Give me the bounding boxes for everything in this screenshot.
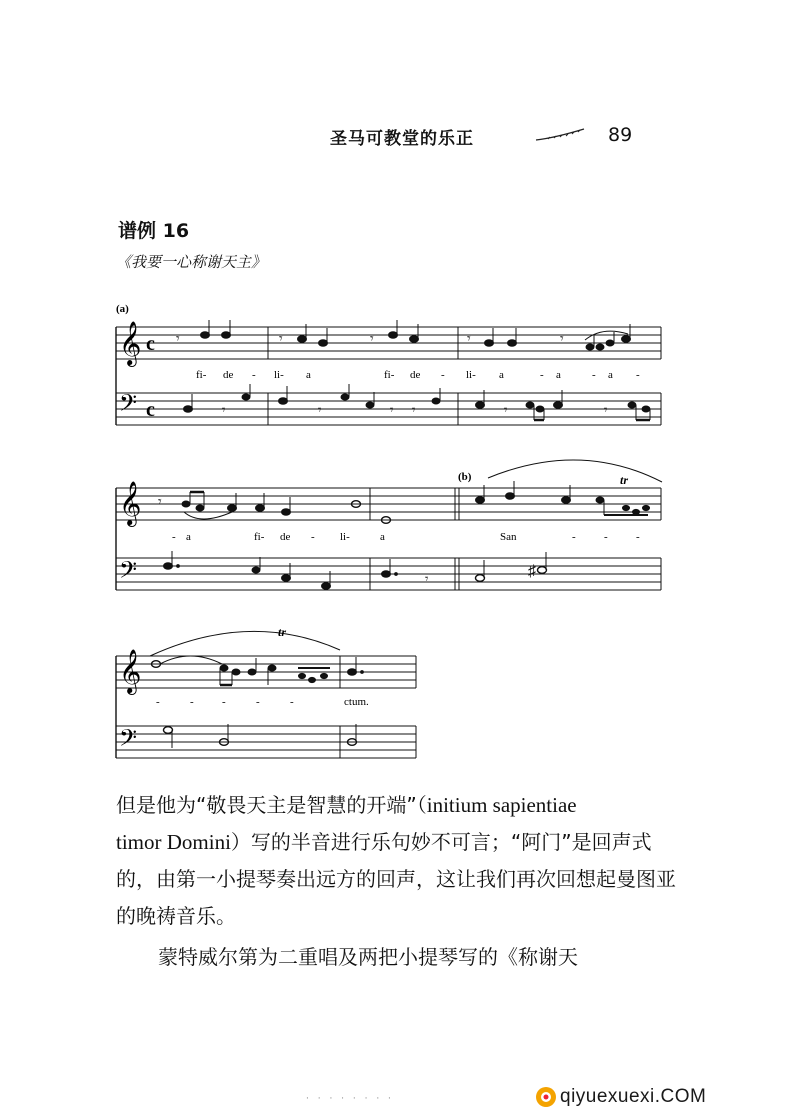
system-1-lyrics xyxy=(196,369,640,381)
running-title: 圣马可教堂的乐正 xyxy=(330,129,474,149)
lyric: a xyxy=(499,369,504,381)
lyric: - xyxy=(172,531,176,543)
svg-text:𝄾: 𝄾 xyxy=(560,332,564,347)
lyric: a xyxy=(556,369,561,381)
svg-text:𝄾: 𝄾 xyxy=(176,332,180,347)
footer-marks: · · · · · · · · xyxy=(306,1094,394,1104)
lyric: fi- xyxy=(196,369,207,381)
lyric: li- xyxy=(274,369,284,381)
watermark-text: qiyuexuexi.COM xyxy=(560,1086,707,1107)
lyric: a xyxy=(380,531,385,543)
lyric: - xyxy=(636,369,640,381)
svg-text:𝄾: 𝄾 xyxy=(279,332,283,347)
bass-clef-icon: 𝄢 xyxy=(119,726,138,757)
treble-clef-icon: 𝄞 xyxy=(119,323,142,365)
lyric: - xyxy=(290,696,294,708)
svg-text:𝄾: 𝄾 xyxy=(412,402,416,417)
lyric: - xyxy=(592,369,596,381)
svg-text:𝄾: 𝄾 xyxy=(390,402,394,417)
svg-text:♯: ♯ xyxy=(528,563,536,580)
lyric: - xyxy=(311,531,315,543)
bass-clef-icon: 𝄢 xyxy=(119,391,138,422)
lyric: a xyxy=(608,369,613,381)
svg-text:𝄾: 𝄾 xyxy=(158,495,162,510)
trill-mark-icon: tr xyxy=(620,473,629,487)
lyric: - xyxy=(441,369,445,381)
system-2-treble-notes xyxy=(158,460,662,523)
system-3-lyrics xyxy=(156,696,369,708)
trill-mark-icon: tr xyxy=(278,625,287,639)
lyric: a xyxy=(306,369,311,381)
lyric: a xyxy=(186,531,191,543)
lyric: - xyxy=(190,696,194,708)
paragraph-2: 蒙特威尔第为二重唱及两把小提琴写的《称谢天 xyxy=(158,945,578,969)
lyric: San xyxy=(500,531,517,543)
example-title: 谱例 16 xyxy=(118,220,190,242)
svg-text:𝄾: 𝄾 xyxy=(604,402,608,417)
system-1-treble-staff xyxy=(116,327,661,359)
common-time-icon: c xyxy=(146,399,155,421)
common-time-icon: c xyxy=(146,333,155,355)
system-1-bass-staff xyxy=(116,393,661,425)
bass-clef-icon: 𝄢 xyxy=(119,558,138,589)
system-3-barlines xyxy=(116,656,416,758)
system-1-bass-notes xyxy=(184,384,651,420)
section-b-label: (b) xyxy=(458,471,472,483)
lyric: ctum. xyxy=(344,696,369,708)
lyric: - xyxy=(256,696,260,708)
paragraph-1: 但是他为“敬畏天主是智慧的开端”（initium sapientiae timor Domini）写的半音进行乐句妙不可言；“阿门”是回声式的，由第一小提琴奏出远方的回声，这让我们再次回想起曼图亚的晚祷音乐。 xyxy=(116,793,676,928)
system-2-bass-notes xyxy=(164,551,547,589)
system-3-bass-staff xyxy=(116,726,416,758)
svg-text:𝄾: 𝄾 xyxy=(222,402,226,417)
system-3-bass-notes xyxy=(164,724,357,748)
svg-text:𝄾: 𝄾 xyxy=(467,332,471,347)
body-text xyxy=(116,787,676,976)
lyric: - xyxy=(252,369,256,381)
lyric: de xyxy=(410,369,421,381)
lyric: - xyxy=(156,696,160,708)
page-number: 89 xyxy=(608,124,633,146)
treble-clef-icon: 𝄞 xyxy=(119,651,142,693)
section-a-label: (a) xyxy=(116,303,129,315)
lyric: - xyxy=(540,369,544,381)
lyric: fi- xyxy=(384,369,395,381)
svg-text:𝄾: 𝄾 xyxy=(318,402,322,417)
system-2-lyrics xyxy=(172,531,640,543)
system-3-treble-notes xyxy=(150,631,363,685)
svg-text:𝄾: 𝄾 xyxy=(370,332,374,347)
svg-text:𝄾: 𝄾 xyxy=(425,571,429,586)
lyric: - xyxy=(222,696,226,708)
lyric: fi- xyxy=(254,531,265,543)
treble-clef-icon: 𝄞 xyxy=(119,483,142,525)
lyric: li- xyxy=(466,369,476,381)
lyric: - xyxy=(572,531,576,543)
lyric: - xyxy=(604,531,608,543)
lyric: - xyxy=(636,531,640,543)
watermark-logo-icon xyxy=(534,1085,558,1109)
example-subtitle: 《我要一心称谢天主》 xyxy=(116,253,267,271)
lyric: li- xyxy=(340,531,350,543)
svg-text:𝄾: 𝄾 xyxy=(504,402,508,417)
lyric: de xyxy=(223,369,234,381)
lyric: de xyxy=(280,531,291,543)
system-3-treble-staff xyxy=(116,656,416,688)
